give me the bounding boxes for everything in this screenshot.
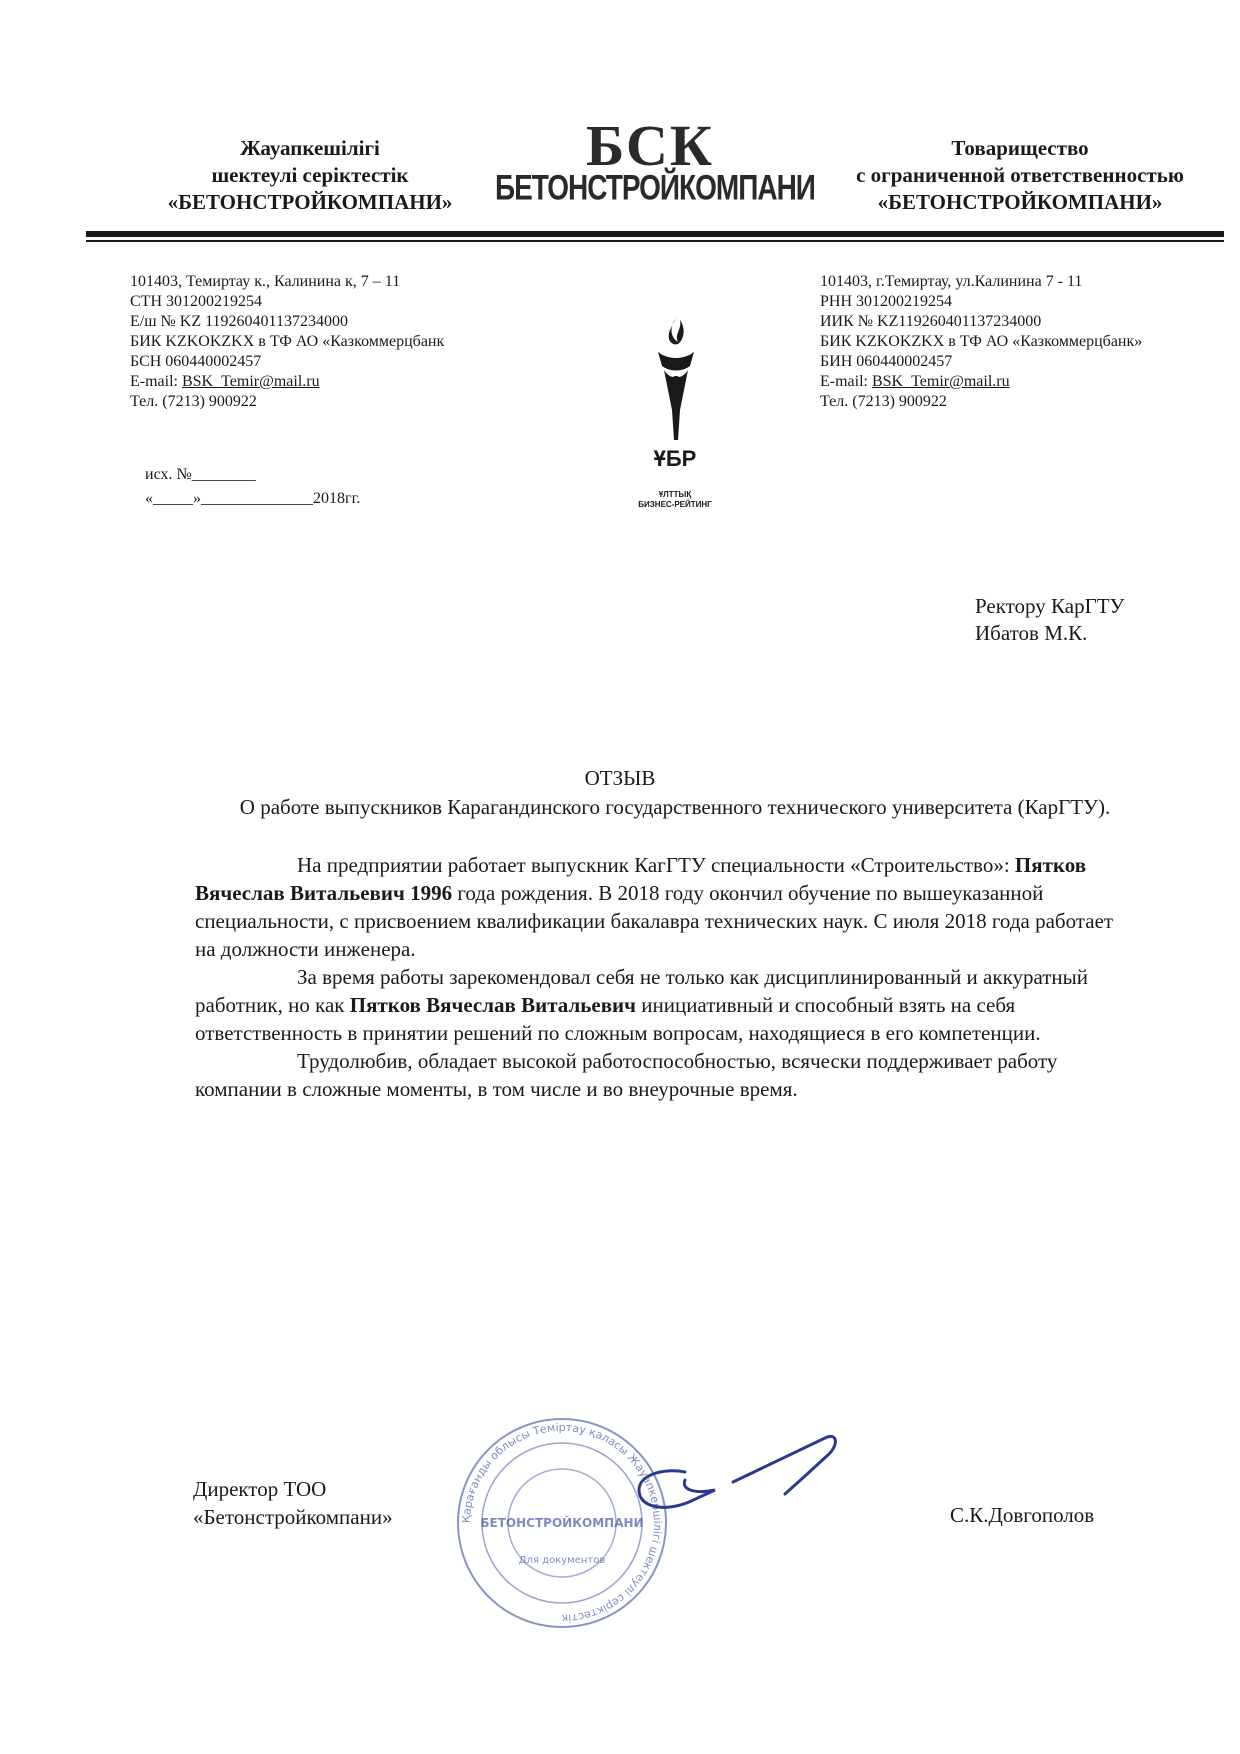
badge-caption: [610, 490, 740, 510]
header-left-line-1: Жауапкешілігі: [240, 136, 380, 160]
employee-name: Пятков Вячеслав Витальевич: [349, 993, 636, 1017]
req-left-email-link[interactable]: BSK_Temir@mail.ru: [181, 373, 320, 390]
signatory-position: [193, 1475, 393, 1531]
req-right-address: 101403, г.Темиртау, ул.Калинина 7 - 11: [820, 273, 1083, 290]
stamp-center-text: БЕТОНСТРОЙКОМПАНИ: [480, 1516, 644, 1530]
badge-caption-line-2: БИЗНЕС-РЕЙТИНГ: [638, 500, 712, 509]
addressee-line-1: Ректору КарГТУ: [975, 594, 1125, 618]
header-right-line-2: с ограниченной ответственностью: [856, 163, 1184, 187]
addressee: [975, 593, 1124, 647]
req-left-account: Е/ш № KZ 119260401137234000: [130, 313, 348, 330]
header-right-line-1: Товарищество: [951, 136, 1089, 160]
paragraph-1: [195, 851, 1125, 963]
req-left-bik: БИК KZKOKZKX в ТФ АО «Казкоммерцбанк: [130, 333, 445, 350]
logo-bsk: БСК: [586, 113, 714, 178]
letter-body: [195, 851, 1125, 1103]
logo-subtitle: БЕТОНСТРОЙКОМПАНИ: [495, 168, 815, 207]
paragraph-1-intro: На предприятии работает выпускник КагГТУ специальности «Строительство»:: [297, 853, 1015, 877]
paragraph-2: [195, 963, 1125, 1047]
paragraph-2-intro: За время работы зарекомендовал себя не только как дисциплинированный и аккуратный работник, но как: [195, 965, 1089, 1017]
req-right-rnn: РНН 301200219254: [820, 293, 953, 310]
req-left-email-row: [130, 372, 550, 392]
badge-caption-line-1: ҰЛТТЫҚ: [658, 490, 692, 499]
outgoing-date: «_____»______________2018гг.: [145, 490, 361, 507]
header-left-company-name: [150, 135, 470, 216]
header-divider-thick: [86, 231, 1224, 237]
outgoing-number-block: [145, 463, 360, 511]
badge-abbreviation: ҰБР: [653, 446, 697, 471]
document-title: ОТЗЫВ: [584, 766, 656, 790]
signatory-position-line-2: «Бетонстройкомпани»: [193, 1505, 393, 1529]
signatory-name: С.К.Довгополов: [950, 1503, 1095, 1527]
req-right-email-label: E-mail:: [820, 373, 872, 390]
req-right-email-link[interactable]: BSK_Temir@mail.ru: [871, 373, 1010, 390]
paragraph-2-rest: инициативный и способный взять на себя ответственность в принятии решений по сложным вопросам, находящиеся в его компетенции.: [195, 993, 1041, 1045]
header-left-line-2: шектеулі серіктестік: [211, 163, 409, 187]
requisites-kazakh: [130, 272, 550, 412]
req-right-bik: БИК KZKOKZKX в ТФ АО «Казкоммерцбанк»: [820, 333, 1143, 350]
stamp-bottom-text: Для документов: [518, 1555, 606, 1566]
req-left-phone: Тел. (7213) 900922: [130, 393, 257, 410]
req-right-iik: ИИК № KZ119260401137234000: [820, 313, 1042, 330]
stamp-ring-text: Қарағанды облысы Теміртау қаласы Жауапкершілігі шектеулі серіктестік: [459, 1420, 665, 1626]
addressee-line-2: Ибатов М.К.: [975, 621, 1088, 645]
header-right-line-3: «БЕТОНСТРОЙКОМПАНИ»: [877, 190, 1163, 214]
requisites-russian: [820, 272, 1220, 412]
req-left-email-label: E-mail:: [130, 373, 182, 390]
req-right-email-row: [820, 372, 1220, 392]
req-left-bsn: БСН 060440002457: [130, 353, 262, 370]
header-left-line-3: «БЕТОНСТРОЙКОМПАНИ»: [167, 190, 453, 214]
document-subtitle: О работе выпускников Карагандинского государственного технического университета (КарГТУ).: [239, 795, 1111, 819]
req-left-stn: СТН 301200219254: [130, 293, 262, 310]
signatory-position-line-1: Директор ТОО: [193, 1477, 327, 1501]
header-divider-thin: [86, 240, 1224, 242]
outgoing-number: исх. №________: [145, 466, 256, 483]
req-left-address: 101403, Темиртау к., Калинина к, 7 – 11: [130, 273, 401, 290]
handwritten-signature: [625, 1420, 855, 1540]
header-right-company-name: [830, 135, 1210, 216]
req-right-bin: БИН 060440002457: [820, 353, 953, 370]
paragraph-1-rest: года рождения. В 2018 году окончил обучение по вышеуказанной специальности, с присвоением квалификации бакалавра технических наук. С июля 2018 года работает на должности инженера.: [195, 881, 1114, 961]
req-right-phone: Тел. (7213) 900922: [820, 393, 947, 410]
paragraph-3: Трудолюбив, обладает высокой работоспособностью, всячески поддерживает работу компании в сложные моменты, в том числе и во внеурочные время.: [195, 1049, 1058, 1101]
employee-name-birth-year: Пятков Вячеслав Витальевич 1996: [195, 853, 1087, 905]
